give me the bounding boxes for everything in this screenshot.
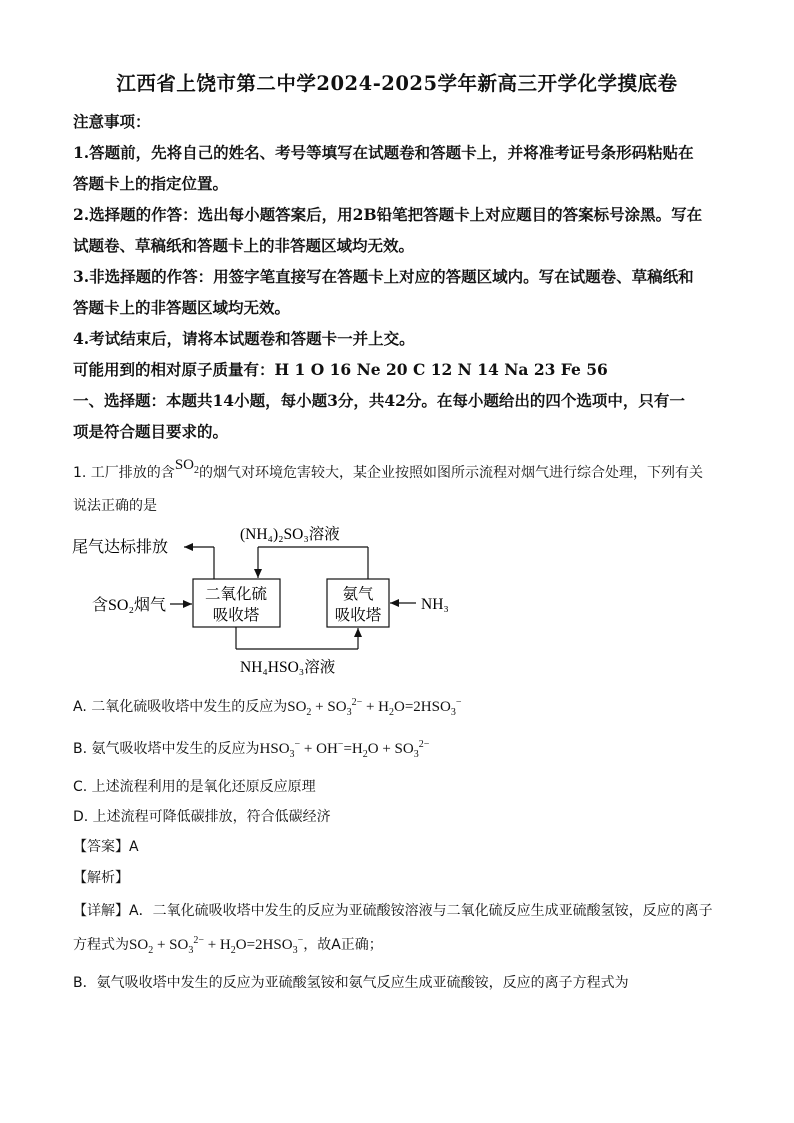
atomic-masses: 可能用到的相对原子质量有：H 1 O 16 Ne 20 C 12 N 14 Na 23 Fe 56 xyxy=(73,360,608,379)
detail-line-1: 【详解】A．二氧化硫吸收塔中发生的反应为亚硫酸铵溶液与二氧化硫反应生成亚硫酸氢铵，反应的离子 xyxy=(73,903,713,919)
input-gas-label: 含SO₂烟气 xyxy=(92,597,167,614)
tail-gas-label: 尾气达标排放 xyxy=(72,539,169,556)
answer-line xyxy=(73,836,139,856)
section-heading-line-2: 项是符合题目要求的。 xyxy=(73,422,229,441)
option-a xyxy=(73,696,461,716)
process-flow-diagram xyxy=(70,520,490,680)
section-heading-line-1: 一、选择题：本题共14小题，每小题3分，共42分。在每小题给出的四个选项中，只有一 xyxy=(73,391,685,410)
notice-item-1-line-1: 1.答题前，先将自己的姓名、考号等填写在试题卷和答题卡上，并将准考证号条形码粘贴在 xyxy=(73,143,694,162)
detail-equation: $SO_2 + SO_3^{2-} + H_2O=2HSO_3^-$ xyxy=(129,935,304,956)
answer-tag: 【答案】 xyxy=(73,839,129,855)
option-a-prefix: A. 二氧化硫吸收塔中发生的反应为 xyxy=(73,699,288,715)
question-1-stem-line-1 xyxy=(73,457,703,482)
option-b xyxy=(73,738,429,758)
notice-item-1-line-2: 答题卡上的指定位置。 xyxy=(73,174,229,193)
bottom-flow-label: NH₄HSO₃溶液 xyxy=(240,659,336,676)
option-b-prefix: B. 氨气吸收塔中发生的反应为 xyxy=(73,741,260,757)
detail-line-2-prefix: 方程式为 xyxy=(73,937,129,953)
tower-2-label-line-1: 氨气 xyxy=(342,586,374,603)
analysis-tag: 【解析】 xyxy=(73,870,129,886)
page-title: 江西省上饶市第二中学2024-2025学年新高三开学化学摸底卷 xyxy=(116,72,678,95)
tower-2-label-line-2: 吸收塔 xyxy=(334,607,382,624)
tower-1-label-line-2: 吸收塔 xyxy=(212,607,260,624)
nh3-label: NH₃ xyxy=(421,596,449,613)
notice-item-2-line-1: 2.选择题的作答：选出每小题答案后，用2B铅笔把答题卡上对应题目的答案标号涂黑。写在 xyxy=(73,205,703,224)
so2-formula: $SO_2$ xyxy=(174,457,199,476)
notice-item-2-line-2: 试题卷、草稿纸和答题卡上的非答题区域均无效。 xyxy=(73,236,415,255)
notice-item-3-line-2: 答题卡上的非答题区域均无效。 xyxy=(73,298,291,317)
detail-line-3: B．氨气吸收塔中发生的反应为亚硫酸氢铵和氨气反应生成亚硫酸铵，反应的离子方程式为 xyxy=(73,975,629,991)
question-1-stem-prefix: 1. 工厂排放的含 xyxy=(73,465,175,481)
detail-line-2 xyxy=(73,934,383,954)
option-c: C. 上述流程利用的是氧化还原反应原理 xyxy=(73,779,316,795)
question-1-stem-line-2: 说法正确的是 xyxy=(73,498,157,514)
top-flow-label: (NH₄)₂SO₃溶液 xyxy=(240,526,340,543)
option-a-equation: $SO_2 + SO_3^{2-} + H_2O=2HSO_3^-$ xyxy=(287,697,462,718)
question-1-stem-mid: 的烟气对环境危害较大，某企业按照如图所示流程对烟气进行综合处理，下列有关 xyxy=(199,465,703,481)
detail-line-2-suffix: ，故A正确； xyxy=(303,937,383,953)
tower-1-label-line-1: 二氧化硫 xyxy=(204,586,268,603)
notice-item-4: 4.考试结束后，请将本试题卷和答题卡一并上交。 xyxy=(73,329,415,348)
answer-value: A xyxy=(129,839,139,855)
notice-heading: 注意事项： xyxy=(73,112,151,131)
notice-item-3-line-1: 3.非选择题的作答：用签字笔直接写在答题卡上对应的答题区域内。写在试题卷、草稿纸和 xyxy=(73,267,694,286)
option-b-equation: $HSO_3^- + OH^-=H_2O + SO_3^{2-}$ xyxy=(259,739,430,760)
option-d: D. 上述流程可降低碳排放，符合低碳经济 xyxy=(73,809,331,825)
